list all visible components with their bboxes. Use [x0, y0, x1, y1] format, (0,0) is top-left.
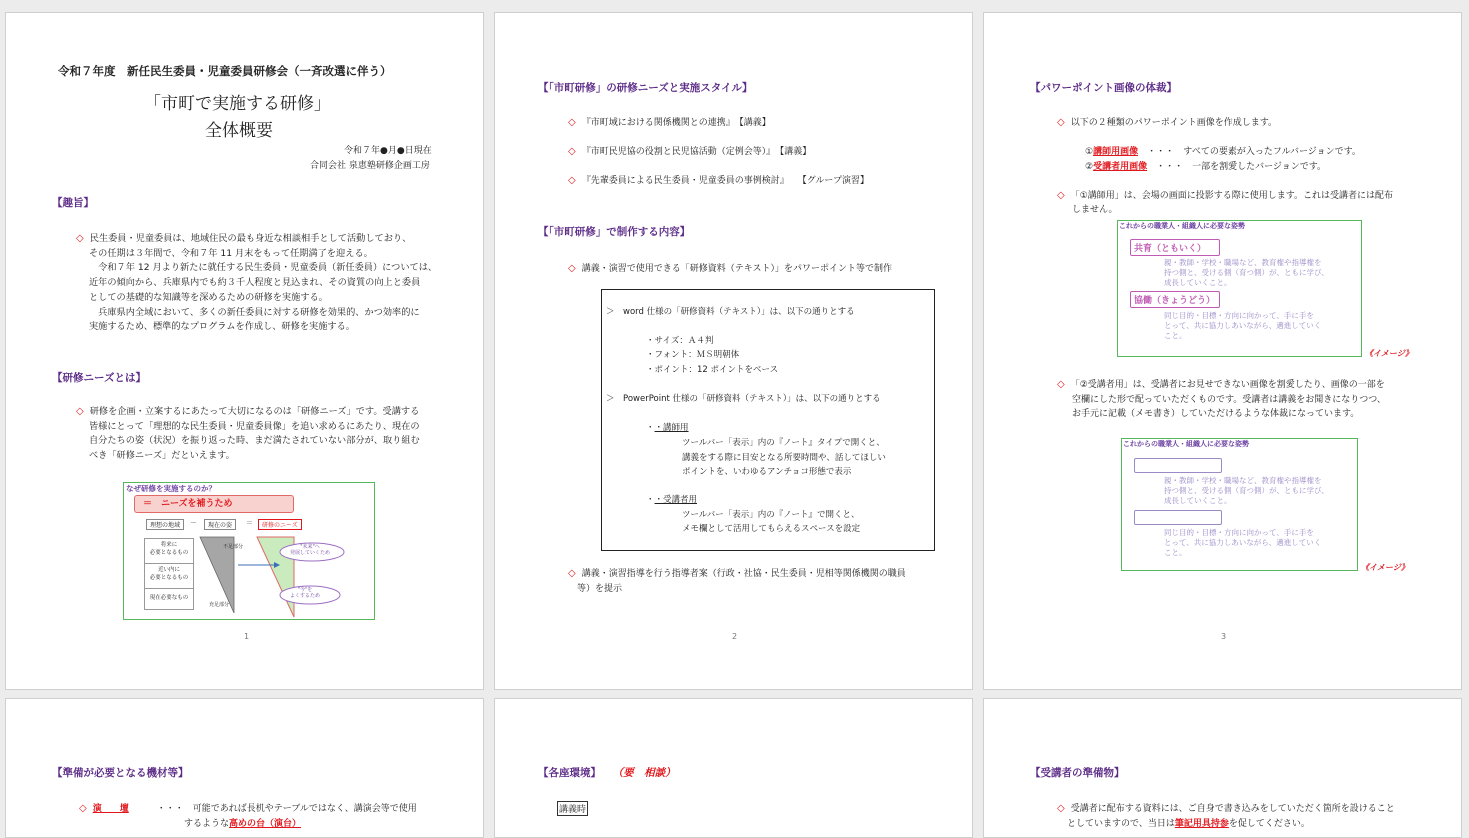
- document-subtitle: 令和７年度 新任民生委員・児童委員研修会（一斉改選に伴う）: [58, 64, 392, 78]
- slide-image-trainee: [1121, 438, 1358, 571]
- section-heading-style: 【「市町研修」の研修ニーズと実施スタイル】: [538, 82, 753, 94]
- diamond-bullet-icon: ◇: [568, 175, 576, 186]
- row-future: 将来に 必要となるもの: [144, 538, 194, 564]
- page-6: [983, 698, 1462, 838]
- keyword-kyoiku-text: 親・教師・学校・職場など、教育権や指導権を 持つ側と、受ける側（育つ側）が、ともに学び、 成長していくこと。: [1164, 258, 1329, 287]
- slide-title: これからの職業人・組織人に必要な姿勢: [1123, 440, 1249, 448]
- instructor-item: ◇ 講義・演習指導を行う指導者案（行政・社協・民生委員・児相等関係機関の職員: [568, 568, 906, 579]
- spec-size: ・サイズ：Ａ４判: [646, 336, 714, 346]
- content-item: ◇ 講義・演習で使用できる「研修資料（テキスト）」をパワーポイント等で制作: [568, 263, 893, 274]
- diamond-bullet-icon: ◇: [1057, 803, 1065, 814]
- diamond-bullet-icon: ◇: [76, 406, 84, 417]
- figure-banner: ＝ ニーズを補うため: [134, 495, 294, 513]
- spec-trainee-line: メモ欄として活用してもらえるスペースを設定: [682, 524, 861, 534]
- document-title-2: 全体概要: [205, 121, 273, 141]
- needs-line: 皆様にとって「理想的な民生委員・児童委員像」を追い求めるにあたり、現在の: [89, 420, 420, 432]
- section-heading-content: 【「市町研修」で制作する内容】: [538, 226, 691, 238]
- diamond-bullet-icon: ◇: [1057, 190, 1065, 201]
- spec-box: [601, 289, 935, 551]
- blank-keyword-2: [1134, 510, 1222, 525]
- page-2: [494, 12, 973, 690]
- document-title: 「市町で実施する研修」: [144, 94, 331, 114]
- purpose-line: 民生委員・児童委員は、地域住民の最も身近な相談相手として活動しており、: [89, 233, 412, 244]
- section-heading-trainee-items: 【受講者の準備物】: [1030, 767, 1125, 779]
- spec-point: ・ポイント：12 ポイントをベース: [646, 365, 779, 375]
- trainee-note: ◇ 「②受講者用」は、受講者にお見せできない画像を割愛したり、画像の一部を: [1057, 379, 1385, 390]
- purpose-line: その任期は３年間で、令和７年 11 月末をもって任期満了を迎える。: [89, 247, 373, 259]
- page-5: [494, 698, 973, 838]
- section-heading-needs: 【研修ニーズとは】: [52, 372, 146, 384]
- consult-note: （要 相談）: [612, 767, 676, 779]
- style-item: ◇ 『先輩委員による民生委員・児童委員の事例検討』 【グループ演習】: [568, 175, 869, 186]
- page-number: 2: [732, 632, 738, 641]
- purpose-line: としての基礎的な知識等を深めるための研修を実施する。: [89, 291, 328, 303]
- diamond-bullet-icon: ◇: [568, 117, 576, 128]
- spec-lecturer-line: ツールバー「表示」内の『ノート』タイプで開くと、: [682, 438, 885, 448]
- equipment-item: ◇ 演 壇 ・・・ 可能であれば長机やテーブルではなく、講演会等で使用: [79, 803, 417, 814]
- section-heading-ppt: 【パワーポイント画像の体裁】: [1030, 82, 1177, 94]
- slide-title: これからの職業人・組織人に必要な姿勢: [1119, 222, 1245, 230]
- diamond-bullet-icon: ◇: [76, 233, 84, 244]
- equipment-item-2: するような高めの台（演台）: [184, 819, 302, 829]
- section-heading-purpose: 【趣旨】: [52, 197, 94, 209]
- page-3: [983, 12, 1462, 690]
- diamond-bullet-icon: ◇: [79, 803, 87, 814]
- spec-trainee-line: ツールバー「表示」内の『ノート』で開くと、: [682, 510, 860, 520]
- needs-line: 研修を企画・立案するにあたって大切になるのは「研修ニーズ」です。受講する: [89, 406, 420, 417]
- trainee-items-line-2: としていますので、当日は筆記用具持参を促してください。: [1067, 819, 1310, 829]
- spec-lecturer-head: ・・講師用: [646, 423, 689, 433]
- image-label: 《イメージ》: [1365, 349, 1413, 358]
- section-heading-equipment: 【準備が必要となる機材等】: [52, 767, 189, 779]
- spec-lecturer-line: 講義をする際に目安となる所要時間や、話してほしい: [682, 453, 886, 463]
- style-item: ◇ 『市町域における関係機関との連携』 【講義】: [568, 117, 771, 128]
- keyword-kyodo: 協働（きょうどう）: [1130, 291, 1220, 308]
- diamond-bullet-icon: ◇: [568, 263, 576, 274]
- diamond-bullet-icon: ◇: [568, 568, 576, 579]
- ppt-type-2: ②受講者用画像 ・・・ 一部を割愛したバージョンです。: [1085, 162, 1327, 172]
- instructor-item-2: 等）を提示: [577, 584, 623, 594]
- spec-trainee-head: ・・受講者用: [646, 495, 698, 505]
- spec-font: ・フォント：ＭＳ明朝体: [646, 350, 740, 360]
- spec-lecturer-line: ポイントを、いわゆるアンチョコ形態で表示: [682, 467, 852, 477]
- bubble-future-text: "未来"へ 発展していくため: [290, 544, 331, 556]
- lecture-label: 講義時: [557, 801, 588, 816]
- trainee-note-3: お手元に記載（メモ書き）していただけるような体裁になっています。: [1072, 409, 1360, 419]
- ppt-type-1: ①講師用画像 ・・・ すべての要素が入ったフルバージョンです。: [1085, 147, 1361, 157]
- lecturer-note-2: しません。: [1072, 205, 1118, 215]
- trainee-items-line: ◇ 受講者に配布する資料には、ご自身で書き込みをしていただく箇所を設けること: [1057, 803, 1395, 814]
- purpose-line: 近年の傾向から、兵庫県内でも約３千人程度と見込まれ、その資質の向上と委員: [89, 277, 421, 289]
- equation-minus: －: [190, 519, 197, 527]
- document-org: 合同会社 泉恵塾研修企画工房: [310, 161, 430, 171]
- figure-title: なぜ研修を実施するのか？: [126, 484, 216, 493]
- style-item: ◇ 『市町民児協の役割と民児協活動（定例会等）』 【講義】: [568, 146, 812, 157]
- keyword-kyodo-text: 同じ目的・目標・方向に向かって、手に手を とって、共に協力しあいながら、邁進していく こと。: [1164, 311, 1322, 340]
- section-heading-environment: 【各座環境】 （要 相談）: [538, 767, 676, 779]
- image-label: 《イメージ》: [1361, 563, 1409, 572]
- have-label: 充足部分: [209, 602, 230, 608]
- row-near: 近い内に 必要となるもの: [144, 563, 194, 589]
- spec-ppt: ＞ PowerPoint 仕様の「研修資料（テキスト）」は、以下の通りとする: [606, 394, 881, 404]
- diamond-bullet-icon: ◇: [1057, 117, 1065, 128]
- keyword-kyoiku-text: 親・教師・学校・職場など、教育権や指導権を 持つ側と、受ける側（育つ側）が、ともに学び、 成長していくこと。: [1164, 476, 1329, 505]
- diamond-bullet-icon: ◇: [1057, 379, 1065, 390]
- equation-equals: ＝: [246, 519, 253, 527]
- needs-paragraph: [76, 405, 420, 464]
- needs-line: 自分たちの姿（状況）を振り返った時、まだ満たされていない部分が、取り組む: [89, 435, 420, 447]
- needs-figure: [123, 482, 375, 620]
- ppt-intro: ◇ 以下の２種類のパワーポイント画像を作成します。: [1057, 117, 1277, 128]
- trainee-note-2: 空欄にした形で配っていただくものです。受講者は講義をお聞きになりつつ、: [1072, 395, 1386, 405]
- page-number: 3: [1221, 632, 1227, 641]
- equation-needs: 研修のニーズ: [258, 519, 302, 530]
- lack-label: 不足部分: [223, 544, 244, 550]
- blank-keyword-1: [1134, 458, 1222, 473]
- lecturer-note: ◇ 「①講師用」は、会場の画面に投影する際に使用します。これは受講者には配布: [1057, 190, 1394, 201]
- equation-current: 現在の姿: [204, 519, 236, 530]
- page-4: [5, 698, 484, 838]
- needs-line: べき「研修ニーズ」だといえます。: [89, 450, 235, 462]
- diamond-bullet-icon: ◇: [568, 146, 576, 157]
- purpose-line: 実施するため、標準的なプログラムを作成し、研修を実施する。: [89, 321, 355, 333]
- slide-image-lecturer: [1117, 220, 1362, 357]
- keyword-kyodo-text: 同じ目的・目標・方向に向かって、手に手を とって、共に協力しあいながら、邁進していく こと。: [1164, 528, 1322, 557]
- keyword-kyoiku: 共育（ともいく）: [1130, 239, 1220, 256]
- purpose-paragraph: [76, 232, 437, 335]
- bubble-now-text: "今"を よくするため: [290, 587, 321, 599]
- equation-ideal: 理想の地域: [146, 519, 184, 530]
- document-date: 令和７年●月●日現在: [344, 146, 432, 156]
- purpose-line: 令和７年 12 月より新たに就任する民生委員・児童委員（新任委員）については、: [89, 262, 438, 274]
- page-number: 1: [244, 632, 250, 641]
- purpose-line: 兵庫県内全域において、多くの新任委員に対する研修を効果的、かつ効率的に: [89, 306, 420, 318]
- row-now: 現在必要なもの: [144, 588, 194, 610]
- page-1: [5, 12, 484, 690]
- spec-word: ＞ word 仕様の「研修資料（テキスト）」は、以下の通りとする: [606, 307, 855, 317]
